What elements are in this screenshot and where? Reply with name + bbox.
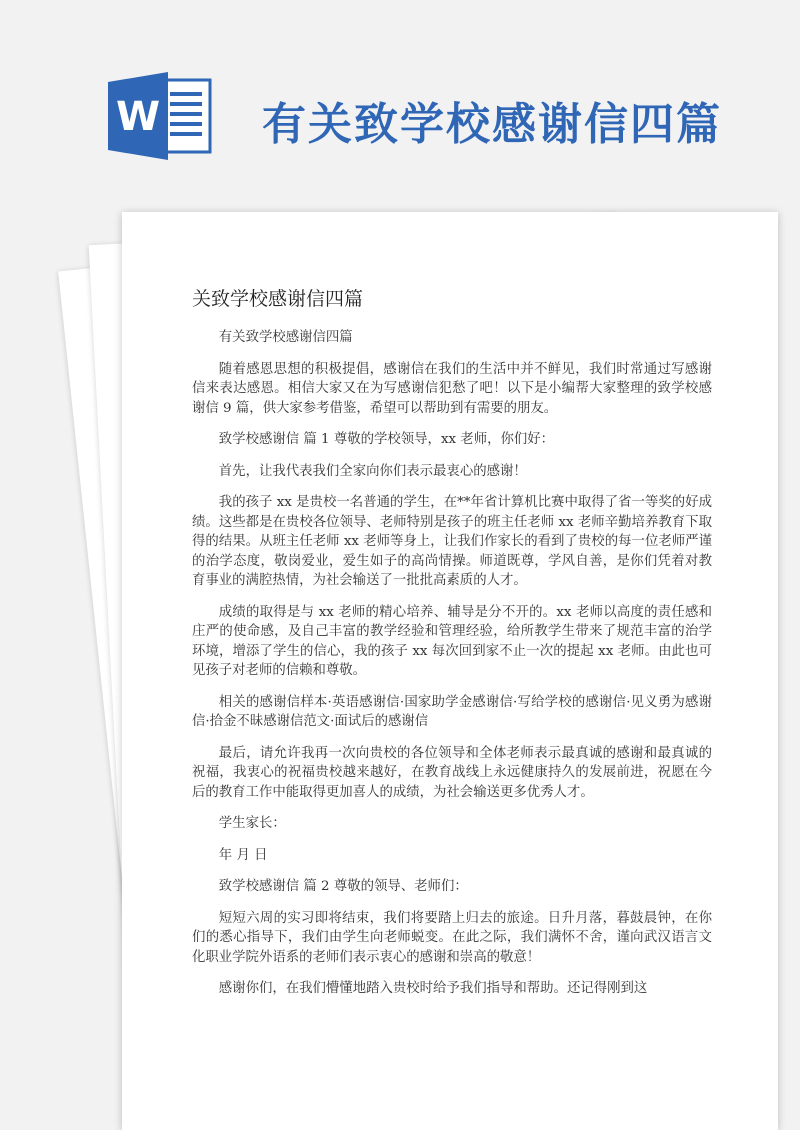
paragraph: 短短六周的实习即将结束，我们将要踏上归去的旅途。日升月落，暮鼓晨钟，在你们的悉心指导下，我们由学生向老师蜕变。在此之际，我们满怀不舍，谨向武汉语言文化职业学院外语系的老师们表示衷心的感谢和崇高的敬意！ xyxy=(192,910,712,965)
date-line: 年 月 日 xyxy=(218,847,268,863)
paragraph: 随着感恩思想的积极提倡，感谢信在我们的生活中并不鲜见，我们时常通过写感谢信来表达感恩。相信大家又在为写感谢信犯愁了吧！以下是小编帮大家整理的致学校感谢信 9 篇，供大家参考借鉴，希望可以帮助到有需要的朋友。 xyxy=(192,361,712,416)
related-links[interactable]: 相关的感谢信样本·英语感谢信·国家助学金感谢信·写给学校的感谢信·见义勇为感谢信·拾金不昧感谢信范文·面试后的感谢信 xyxy=(192,694,712,729)
word-document-icon xyxy=(108,72,213,160)
signature: 学生家长： xyxy=(218,816,286,831)
header-banner xyxy=(0,0,800,200)
paragraph: 首先，让我代表我们全家向你们表示最衷心的感谢！ xyxy=(218,463,527,479)
paragraph: 我的孩子 xx 是贵校一名普通的学生，在**年省计算机比赛中取得了省一等奖的好成绩。这些都是在贵校各位领导、老师特别是孩子的班主任老师 xx 老师辛勤培养教育下取得的结果。从班主任老师 xx 老师等身上，让我们作家长的看到了贵校的每一位老师严谨的治学态度，敬岗爱业，爱生如子的高尚情操。师道既尊，学风自善，是你们凭着对教育事业的满腔热情，为社会输送了一批批高素质的人才。 xyxy=(192,495,712,588)
paragraph: 感谢你们，在我们懵懂地踏入贵校时给予我们指导和帮助。还记得刚到这 xyxy=(218,981,648,996)
banner-title: 有关致学校感谢信四篇 xyxy=(262,99,722,150)
document-page xyxy=(122,212,778,1130)
document-title: 关致学校感谢信四篇 xyxy=(192,288,364,310)
paragraph: 成绩的取得是与 xx 老师的精心培养、辅导是分不开的。xx 老师以高度的责任感和庄严的使命感，及自己丰富的教学经验和管理经验，给所教学生带来了规范丰富的治学环境，增添了学生的信心，我的孩子 xx 每次回到家不止一次的提起 xx 老师。由此也可见孩子对老师的信赖和尊敬。 xyxy=(192,604,712,678)
paragraph: 最后，请允许我再一次向贵校的各位领导和全体老师表示最真诚的感谢和最真诚的祝福，我衷心的祝福贵校越来越好，在教育战线上永远健康持久的发展前进，祝愿在今后的教育工作中能取得更加喜人的成绩，为社会输送更多优秀人才。 xyxy=(192,745,712,800)
svg-text:W: W xyxy=(115,94,161,140)
paragraph: 致学校感谢信 篇 2 尊敬的领导、老师们： xyxy=(218,879,468,894)
paragraph: 有关致学校感谢信四篇 xyxy=(218,330,353,345)
paragraph: 致学校感谢信 篇 1 尊敬的学校领导，xx 老师，你们好： xyxy=(218,432,555,447)
document-body xyxy=(192,328,712,1011)
